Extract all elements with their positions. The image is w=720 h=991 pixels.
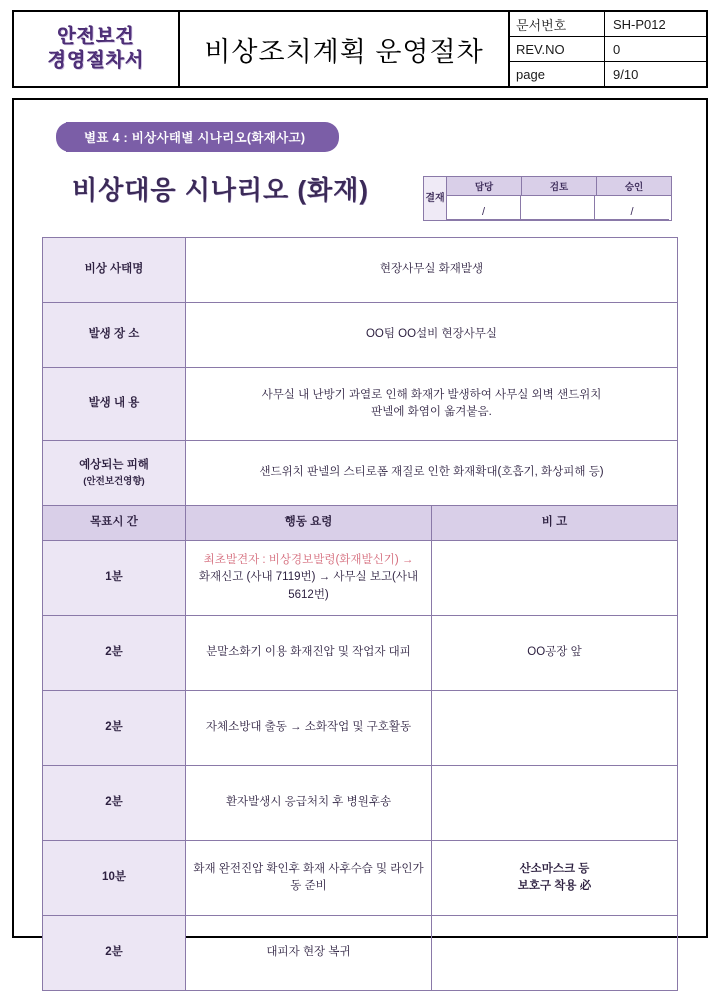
approval-col-1: 담당 xyxy=(447,177,522,196)
action-text-1: 화재신고 (사내 7119번) → 사무실 보고(사내 5612번) xyxy=(198,571,419,601)
approval-sign-2[interactable] xyxy=(521,196,595,220)
row-value-emergency-name: 현장사무실 화재발생 xyxy=(186,238,678,303)
table-row xyxy=(43,303,678,368)
action-highlight-1: 최초발견자 : 비상경보발령(화재발신기) → xyxy=(203,554,414,567)
document-title-text: 비상조치계획 운영절차 xyxy=(204,36,484,67)
expected-damage-sub: (안전보건영향) xyxy=(83,475,145,487)
action-content-6: 대피자 현장 복귀 xyxy=(186,916,432,991)
remark-line-2: 보호구 착용 必 xyxy=(517,880,592,892)
logo-line-2: 경영절차서 xyxy=(47,49,145,71)
logo xyxy=(14,12,180,86)
action-remark-1 xyxy=(432,541,678,616)
action-time-4: 2분 xyxy=(43,766,186,841)
row-value-description xyxy=(186,368,678,441)
description-line-2: 판넬에 화염이 옮겨붙음. xyxy=(371,406,492,418)
logo-line-1: 안전보건 xyxy=(57,25,135,48)
meta-row-page xyxy=(510,62,706,86)
row-label-emergency-name: 비상 사태명 xyxy=(43,238,186,303)
table-row xyxy=(43,616,678,691)
col-header-time: 목표시 간 xyxy=(43,506,186,541)
action-content-5: 화재 완전진압 확인후 화재 사후수습 및 라인가동 준비 xyxy=(186,841,432,916)
meta-key-docnum: 문서번호 xyxy=(510,12,605,36)
table-row xyxy=(43,441,678,506)
meta-row-revno xyxy=(510,37,706,62)
action-time-6: 2분 xyxy=(43,916,186,991)
section-tag-label: 별표 4 : 비상사태별 시나리오(화재사고) xyxy=(66,122,339,152)
approval-sign-3[interactable]: / xyxy=(595,196,669,220)
action-time-1: 1분 xyxy=(43,541,186,616)
action-content-1 xyxy=(186,541,432,616)
approval-grid xyxy=(447,177,671,220)
action-content-2: 분말소화기 이용 화재진압 및 작업자 대피 xyxy=(186,616,432,691)
row-label-location: 발생 장 소 xyxy=(43,303,186,368)
meta-key-page: page xyxy=(510,62,605,86)
table-row xyxy=(43,541,678,616)
table-header-row xyxy=(43,506,678,541)
row-label-expected-damage xyxy=(43,441,186,506)
approval-col-3: 승인 xyxy=(597,177,671,196)
document-header xyxy=(12,10,708,88)
meta-value-revno: 0 xyxy=(613,41,621,57)
action-remark-4 xyxy=(432,766,678,841)
section-tag xyxy=(66,122,339,152)
action-remark-5 xyxy=(432,841,678,916)
approval-header-row xyxy=(447,177,671,196)
approval-sign-row[interactable] xyxy=(447,196,671,220)
action-remark-6 xyxy=(432,916,678,991)
table-row xyxy=(43,916,678,991)
remark-line-1: 산소마스크 등 xyxy=(519,862,590,875)
approval-sign-1[interactable]: / xyxy=(447,196,521,220)
meta-value-page: 9/10 xyxy=(613,66,639,82)
meta-row-docnum xyxy=(510,12,706,37)
meta-key-revno: REV.NO xyxy=(510,37,605,61)
table-row xyxy=(43,368,678,441)
row-label-description: 발생 내 용 xyxy=(43,368,186,441)
page-body xyxy=(12,98,708,959)
table-row xyxy=(43,766,678,841)
sheet-title-row xyxy=(42,170,678,221)
approval-box xyxy=(423,176,672,221)
document-meta xyxy=(510,12,706,86)
sheet-title: 비상대응 시나리오 (화재) xyxy=(72,175,369,205)
col-header-remark: 비 고 xyxy=(432,506,678,541)
action-time-5: 10분 xyxy=(43,841,186,916)
approval-col-2: 검토 xyxy=(522,177,597,196)
col-header-action: 행동 요령 xyxy=(186,506,432,541)
action-time-3: 2분 xyxy=(43,691,186,766)
action-remark-3 xyxy=(432,691,678,766)
action-content-4: 환자발생시 응급처치 후 병원후송 xyxy=(186,766,432,841)
row-value-location: OO팀 OO설비 현장사무실 xyxy=(186,303,678,368)
description-line-1: 사무실 내 난방기 과열로 인해 화재가 발생하여 사무실 외벽 샌드위치 xyxy=(261,388,602,401)
table-row xyxy=(43,238,678,303)
document-title xyxy=(180,12,510,86)
action-time-2: 2분 xyxy=(43,616,186,691)
meta-value-docnum: SH-P012 xyxy=(613,16,666,32)
scenario-table xyxy=(42,237,678,991)
table-row xyxy=(43,691,678,766)
expected-damage-main: 예상되는 피해 xyxy=(79,459,149,472)
row-value-expected-damage: 샌드위치 판넬의 스티로폼 재질로 인한 화재확대(호흡기, 화상피해 등) xyxy=(186,441,678,506)
table-row xyxy=(43,841,678,916)
action-content-3: 자체소방대 출동 → 소화작업 및 구호활동 xyxy=(186,691,432,766)
action-remark-2: OO공장 앞 xyxy=(432,616,678,691)
approval-side-label: 결재 xyxy=(424,177,447,220)
